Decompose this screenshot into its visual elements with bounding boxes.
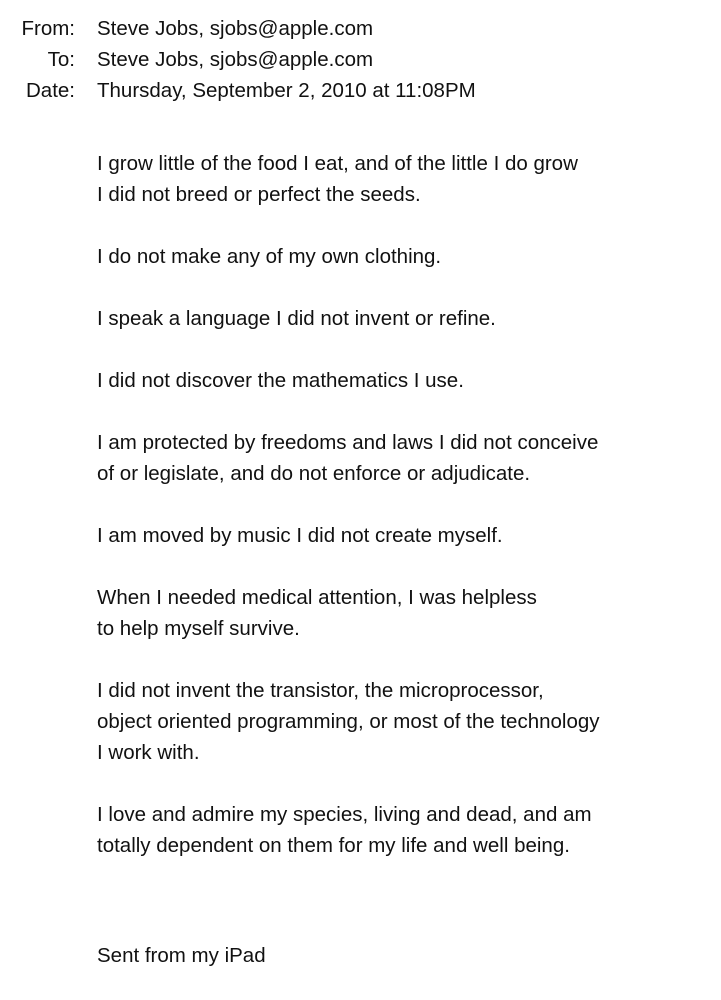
paragraph	[97, 582, 707, 644]
paragraph-line: I speak a language I did not invent or refine.	[97, 307, 496, 330]
paragraph	[97, 675, 707, 768]
paragraph	[97, 148, 707, 210]
paragraph-line: I love and admire my species, living and dead, and am	[97, 803, 592, 826]
paragraph-line: I am moved by music I did not create myself.	[97, 524, 503, 547]
to-value[interactable]: Steve Jobs, sjobs@apple.com	[97, 48, 374, 71]
paragraph	[97, 303, 707, 334]
from-value[interactable]: Steve Jobs, sjobs@apple.com	[97, 17, 374, 40]
paragraph-line: of or legislate, and do not enforce or adjudicate.	[97, 462, 531, 485]
date-label: Date:	[26, 79, 75, 102]
to-label: To:	[47, 48, 75, 71]
paragraph	[97, 365, 707, 396]
from-label: From:	[21, 17, 75, 40]
paragraph-line: I grow little of the food I eat, and of the little I do grow	[97, 152, 578, 175]
date-value: Thursday, September 2, 2010 at 11:08PM	[97, 79, 476, 102]
paragraph-line: object oriented programming, or most of the technology	[97, 710, 600, 733]
to-row	[0, 44, 721, 75]
paragraph-line: I am protected by freedoms and laws I did not conceive	[97, 431, 599, 454]
paragraph-line: I work with.	[97, 741, 200, 764]
paragraph	[97, 241, 707, 272]
paragraph-line: totally dependent on them for my life and well being.	[97, 834, 570, 857]
date-row	[0, 75, 721, 106]
paragraph-line: When I needed medical attention, I was helpless	[97, 586, 537, 609]
paragraph-line: I did not breed or perfect the seeds.	[97, 183, 421, 206]
paragraph-line: to help myself survive.	[97, 617, 300, 640]
email-signature: Sent from my iPad	[97, 944, 266, 967]
paragraph	[97, 427, 707, 489]
email-body	[97, 148, 707, 892]
paragraph	[97, 520, 707, 551]
paragraph-line: I did not discover the mathematics I use.	[97, 369, 464, 392]
paragraph	[97, 799, 707, 861]
email-header	[0, 13, 721, 106]
paragraph-line: I did not invent the transistor, the microprocessor,	[97, 679, 544, 702]
from-row	[0, 13, 721, 44]
paragraph-line: I do not make any of my own clothing.	[97, 245, 442, 268]
